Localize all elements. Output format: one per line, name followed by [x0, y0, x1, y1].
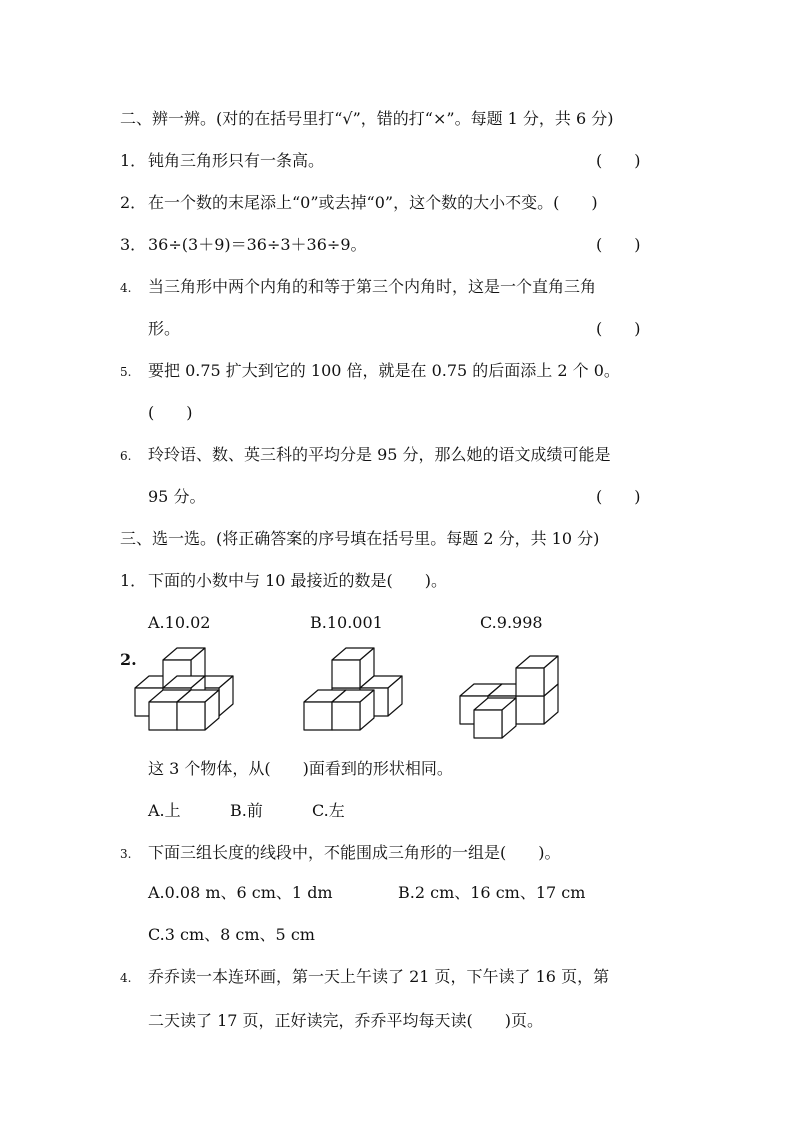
section-heading-choose: 三、选一选。(将正确答案的序号填在括号里。每题 2 分，共 10 分) [120, 529, 600, 548]
question-text: 在一个数的末尾添上“0”或去掉“0”，这个数的大小不变。( ) [148, 193, 598, 212]
cube-figure-3 [460, 656, 558, 738]
question-number: 5. [120, 365, 132, 379]
option-c: C.3 cm、8 cm、5 cm [148, 925, 315, 944]
question-text: 36÷(3＋9)＝36÷3＋36÷9。 [148, 235, 367, 254]
cube-figure-1 [135, 648, 233, 730]
answer-blank: ( ) [596, 235, 641, 254]
option-b: B.前 [230, 801, 263, 820]
question-text-continued: 二天读了 17 页，正好读完，乔乔平均每天读( )页。 [148, 1011, 544, 1030]
question-text: 这 3 个物体，从( )面看到的形状相同。 [148, 759, 453, 778]
answer-blank: ( ) [148, 403, 193, 422]
option-c: C.9.998 [480, 613, 543, 632]
answer-blank: ( ) [596, 487, 641, 506]
question-text: 乔乔读一本连环画，第一天上午读了 21 页，下午读了 16 页，第 [148, 967, 610, 986]
section-heading-judge: 二、辨一辨。(对的在括号里打“√”，错的打“×”。每题 1 分，共 6 分) [120, 109, 614, 128]
option-b: B.2 cm、16 cm、17 cm [398, 883, 586, 902]
question-number: 4. [120, 971, 132, 985]
question-text: 钝角三角形只有一条高。 [148, 151, 325, 170]
option-a: A.0.08 m、6 cm、1 dm [148, 883, 333, 902]
option-a: A.上 [148, 801, 181, 820]
question-number: 2. [120, 650, 137, 669]
answer-blank: ( ) [596, 151, 641, 170]
question-text: 当三角形中两个内角的和等于第三个内角时，这是一个直角三角 [148, 277, 597, 296]
option-c: C.左 [312, 801, 345, 820]
question-text: 要把 0.75 扩大到它的 100 倍，就是在 0.75 的后面添上 2 个 0。 [148, 361, 620, 380]
cube-figure-2 [304, 648, 402, 730]
question-number: 1． [120, 151, 147, 170]
question-text: 下面三组长度的线段中，不能围成三角形的一组是( )。 [148, 843, 561, 862]
question-text-continued: 95 分。 [148, 487, 206, 506]
question-number: 4. [120, 281, 132, 295]
question-text-continued: 形。 [148, 319, 181, 338]
answer-blank: ( ) [596, 319, 641, 338]
option-a: A.10.02 [148, 613, 211, 632]
question-number: 2． [120, 193, 147, 212]
question-number: 1． [120, 571, 147, 590]
question-text: 下面的小数中与 10 最接近的数是( )。 [148, 571, 448, 590]
cube-figures [120, 640, 580, 750]
question-number: 6. [120, 449, 132, 463]
question-text: 玲玲语、数、英三科的平均分是 95 分，那么她的语文成绩可能是 [148, 445, 611, 464]
question-number: 3． [120, 235, 147, 254]
option-b: B.10.001 [310, 613, 383, 632]
question-number: 3. [120, 847, 132, 861]
